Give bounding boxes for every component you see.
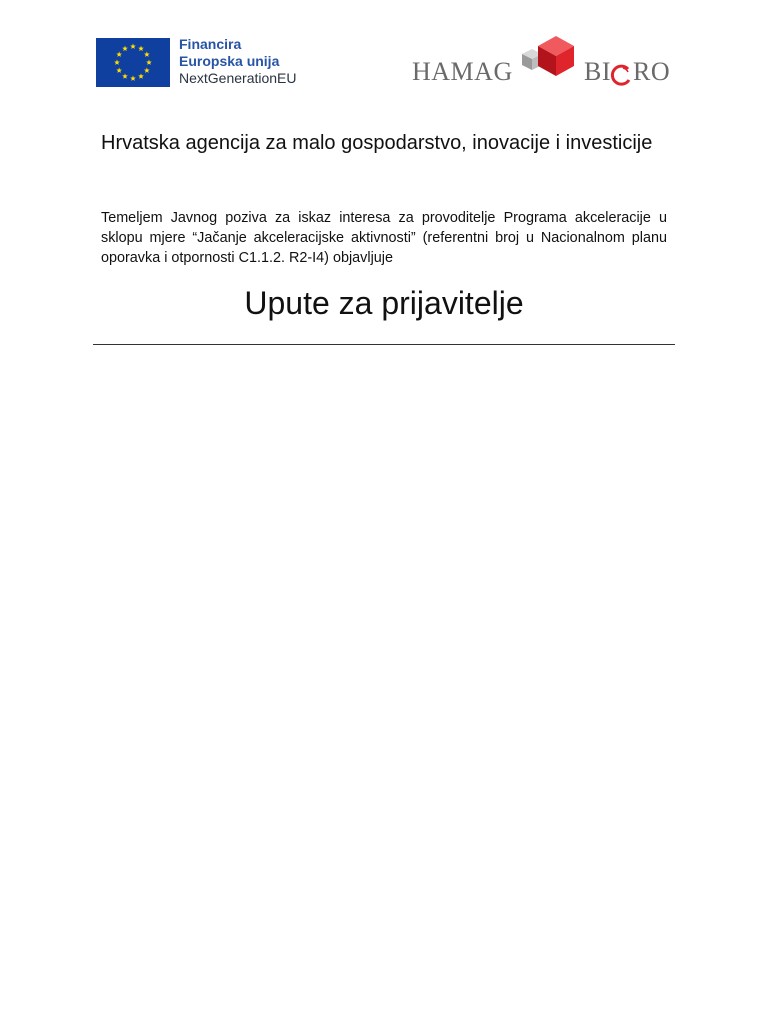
agency-name: Hrvatska agencija za malo gospodarstvo, inovacije i investicije bbox=[101, 132, 653, 154]
eu-star-icon bbox=[138, 46, 144, 51]
eu-star-icon bbox=[114, 60, 120, 65]
title-divider bbox=[93, 344, 675, 345]
eu-star-icon bbox=[144, 52, 150, 57]
eu-line-europska-unija: Europska unija bbox=[179, 53, 280, 69]
eu-star-icon bbox=[138, 73, 144, 78]
eu-funding-logo bbox=[96, 36, 320, 90]
logo-word-hamag: HAMAG bbox=[412, 57, 513, 86]
page-title: Upute za prijavitelje bbox=[244, 285, 524, 321]
logo-bicro-suffix: RO bbox=[633, 57, 671, 86]
hamag-bicro-logo bbox=[410, 32, 676, 94]
eu-star-icon bbox=[122, 73, 128, 78]
eu-star-icon bbox=[122, 46, 128, 51]
eu-line-nextgeneration: NextGenerationEU bbox=[179, 70, 297, 86]
logo-bicro-prefix: BI bbox=[584, 57, 611, 86]
eu-star-icon bbox=[130, 44, 136, 49]
eu-star-icon bbox=[144, 68, 150, 73]
eu-line-financira: Financira bbox=[179, 36, 242, 52]
eu-star-icon bbox=[146, 60, 152, 65]
eu-star-icon bbox=[116, 68, 122, 73]
eu-funding-text bbox=[179, 36, 297, 87]
cubes-logo-icon bbox=[516, 32, 588, 92]
eu-star-icon bbox=[130, 76, 136, 81]
bicro-ring-icon bbox=[609, 63, 633, 87]
intro-paragraph: Temeljem Javnog poziva za iskaz interesa za provoditelje Programa akceleracije u sklopu mjere “Jačanje akceleracijske aktivnosti” (referentni broj u Nacionalnom planu oporavka i otpornosti C1.1.2. R2-I4) objavljuje bbox=[101, 210, 667, 266]
eu-flag-icon bbox=[96, 38, 170, 87]
eu-star-icon bbox=[116, 52, 122, 57]
